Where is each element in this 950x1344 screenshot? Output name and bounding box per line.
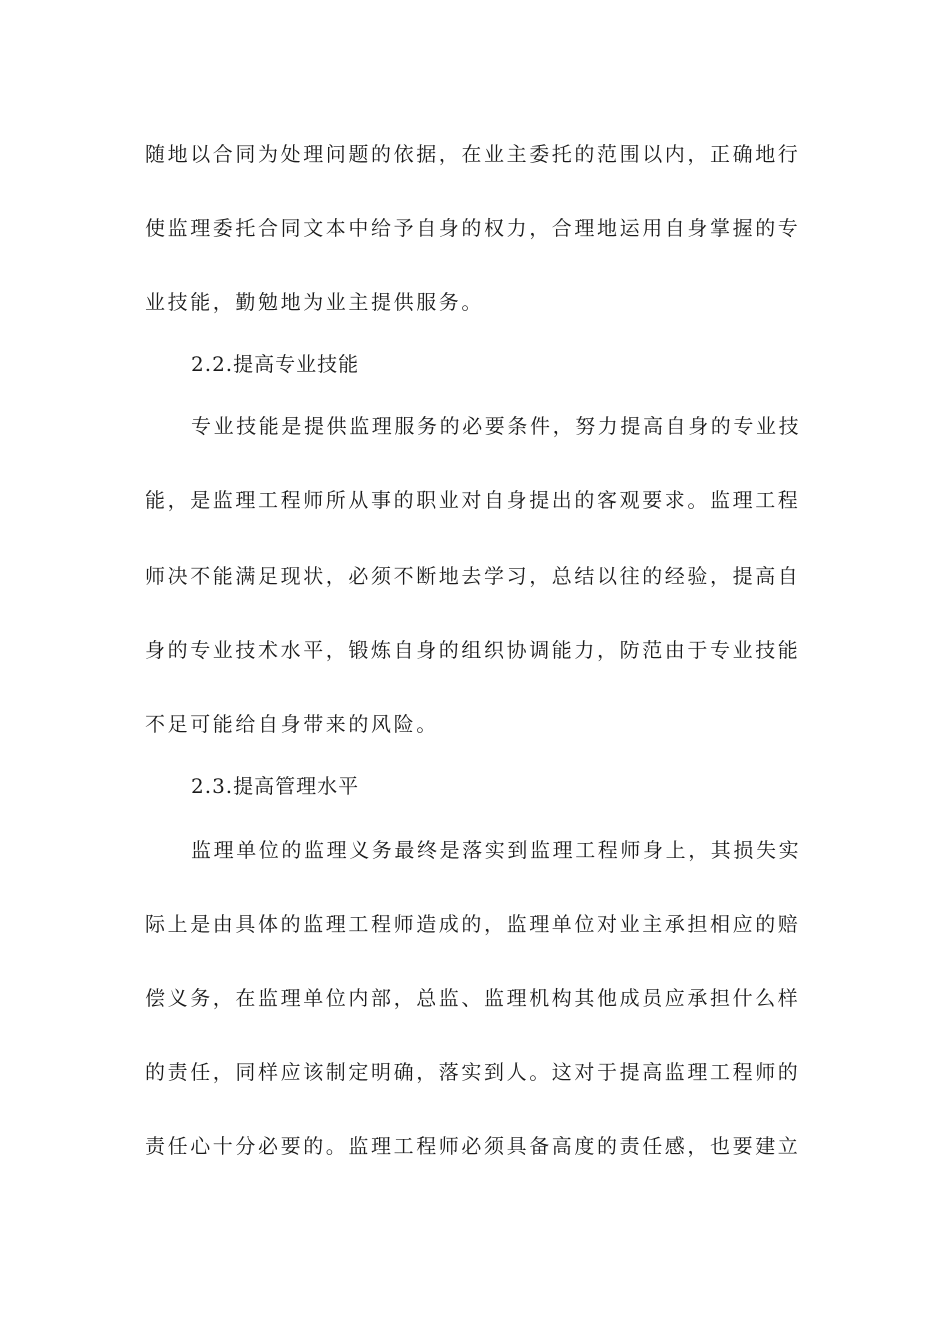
paragraph-line: 身的专业技术水平，锻炼自身的组织协调能力，防范由于专业技能: [145, 638, 801, 662]
paragraph-line: 不足可能给自身带来的风险。: [145, 712, 439, 736]
section-heading-2-2: 2.2.提高专业技能: [191, 352, 360, 376]
paragraph-line: 能，是监理工程师所从事的职业对自身提出的客观要求。监理工程: [145, 488, 801, 512]
paragraph-line: 监理单位的监理义务最终是落实到监理工程师身上，其损失实: [191, 838, 802, 862]
paragraph-line: 专业技能是提供监理服务的必要条件，努力提高自身的专业技: [191, 414, 802, 438]
paragraph-line: 师决不能满足现状，必须不断地去学习，总结以往的经验，提高自: [145, 564, 801, 588]
paragraph-line: 偿义务，在监理单位内部，总监、监理机构其他成员应承担什么样: [145, 986, 801, 1010]
paragraph-line: 责任心十分必要的。监理工程师必须具备高度的责任感，也要建立: [145, 1134, 801, 1158]
paragraph-line: 使监理委托合同文本中给予自身的权力，合理地运用自身掌握的专: [145, 216, 801, 240]
paragraph-line: 随地以合同为处理问题的依据，在业主委托的范围以内，正确地行: [145, 142, 801, 166]
section-heading-2-3: 2.3.提高管理水平: [191, 774, 360, 798]
paragraph-line: 业技能，勤勉地为业主提供服务。: [145, 290, 484, 314]
paragraph-line: 的责任，同样应该制定明确，落实到人。这对于提高监理工程师的: [145, 1060, 801, 1084]
paragraph-line: 际上是由具体的监理工程师造成的，监理单位对业主承担相应的赔: [145, 912, 801, 936]
